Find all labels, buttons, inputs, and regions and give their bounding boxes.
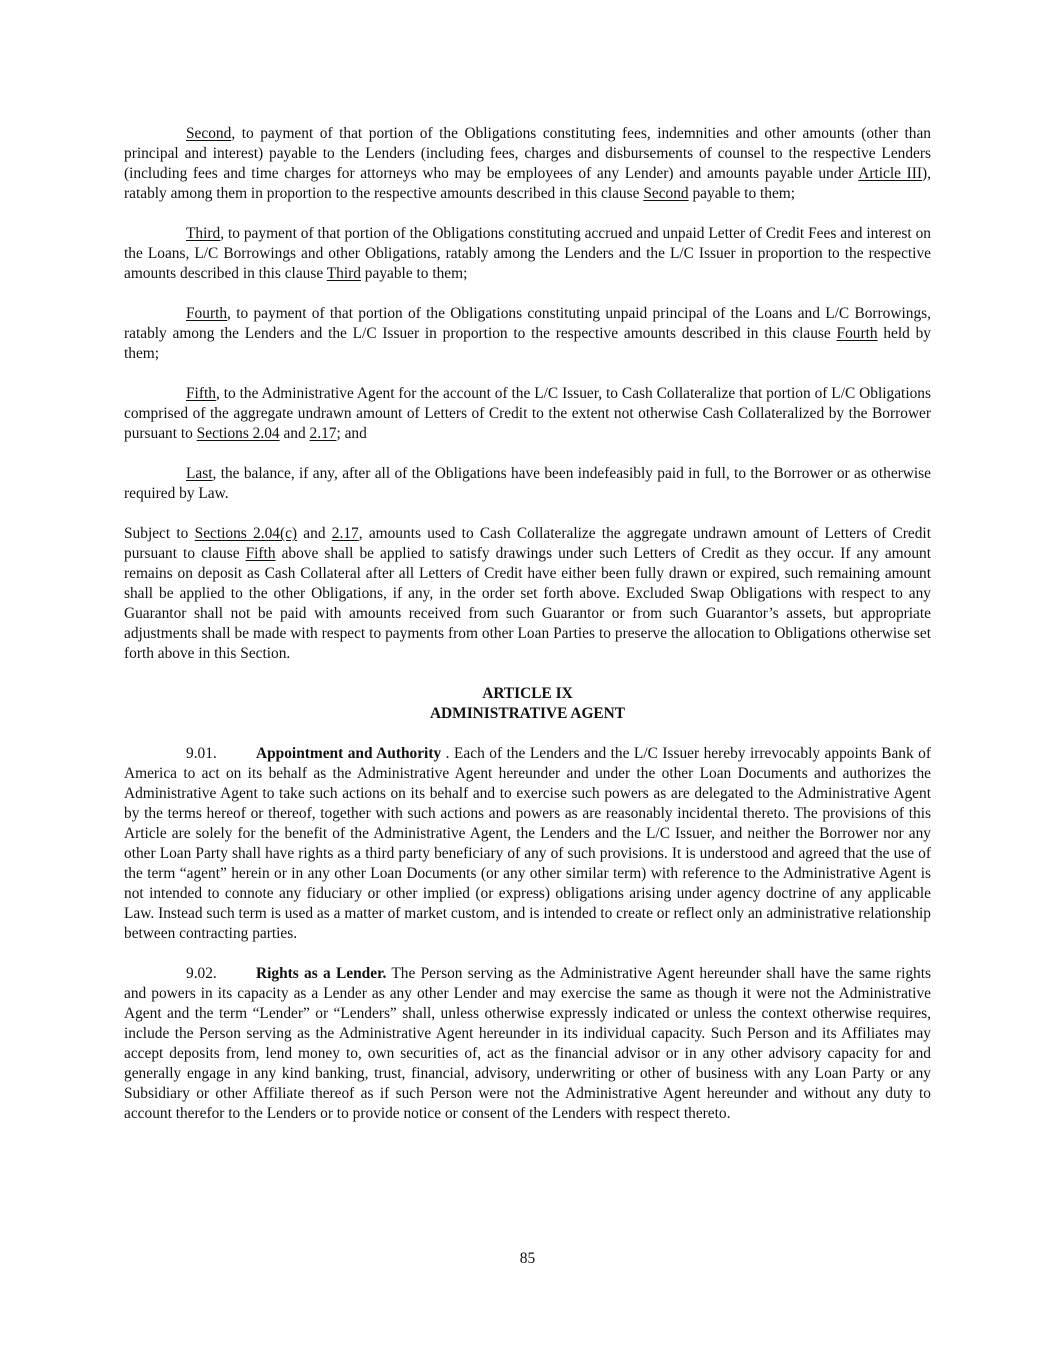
section-body: . Each of the Lenders and the L/C Issuer hereby irrevocably appoints Bank of America to act on its behalf as the Administrative Agent hereunder and under the other Loan Documents and authorizes the Administrative Agent to take such actions on its behalf and to exercise such powers as are delegated to the Administrative Agent by the terms hereof or thereof, together with such actions and powers as are reasonably incidental thereto. The provisions of this Article are solely for the benefit of the Administrative Agent, the Lenders and the L/C Issuer, and neither the Borrower nor any other Loan Party shall have rights as a third party beneficiary of any of such provisions. It is understood and agreed that the use of the term “agent” herein or in any other Loan Documents (or any other similar term) with reference to the Administrative Agent is not intended to connote any fiduciary or other implied (or express) obligations arising under agency doctrine of any applicable Law. Instead such term is used as a matter of market custom, and is intended to create or reflect only an administrative relationship between contracting parties.	[124, 745, 931, 942]
section-number: 9.01.	[186, 745, 217, 762]
cross-reference: Sections 2.04(c)	[194, 525, 298, 542]
section-9-02	[124, 964, 931, 1124]
clause-term: Fourth	[186, 305, 228, 322]
article-heading	[124, 684, 931, 724]
article-title: ADMINISTRATIVE AGENT	[429, 705, 626, 722]
article-number: ARTICLE IX	[482, 685, 573, 702]
cross-reference: Sections 2.04	[196, 425, 280, 442]
document-body	[124, 124, 931, 1144]
cross-reference: Article III	[858, 165, 923, 182]
clause-term: Last	[186, 465, 213, 482]
clause-last: Last, the balance, if any, after all of the Obligations have been indefeasibly paid in full, to the Borrower or as otherwise required by Law.	[124, 465, 931, 502]
section-9-01	[124, 744, 931, 944]
cross-reference: 2.17	[309, 425, 337, 442]
cross-reference: Third	[326, 265, 361, 282]
section-number: 9.02.	[186, 965, 217, 982]
clause-term: Fifth	[186, 385, 216, 402]
clause-term: Second	[186, 125, 232, 142]
subject-paragraph: Subject to Sections 2.04(c) and 2.17, amounts used to Cash Collateralize the aggregate undrawn amount of Letters of Credit pursuant to clause Fifth above shall be applied to satisfy drawings under such Letters of Credit as they occur. If any amount remains on deposit as Cash Collateral after all Letters of Credit have either been fully drawn or expired, such remaining amount shall be applied to the other Obligations, if any, in the order set forth above. Excluded Swap Obligations with respect to any Guarantor shall not be paid with amounts received from such Guarantor or from such Guarantor’s assets, but appropriate adjustments shall be made with respect to payments from other Loan Parties to preserve the allocation to Obligations otherwise set forth above in this Section.	[124, 525, 931, 662]
cross-reference: Second	[643, 185, 689, 202]
page-number: 85	[519, 1250, 536, 1267]
clause-fourth: Fourth, to payment of that portion of the Obligations constituting unpaid principal of the Loans and L/C Borrowings, ratably among the Lenders and the L/C Issuer in proportion to the respective amounts described in this clause Fourth held by them;	[124, 305, 931, 362]
clause-third: Third, to payment of that portion of the Obligations constituting accrued and unpaid Letter of Credit Fees and interest on the Loans, L/C Borrowings and other Obligations, ratably among the Lenders and the L/C Issuer in proportion to the respective amounts described in this clause Third payable to them;	[124, 225, 931, 282]
clause-fifth: Fifth, to the Administrative Agent for the account of the L/C Issuer, to Cash Collateralize that portion of L/C Obligations comprised of the aggregate undrawn amount of Letters of Credit to the extent not otherwise Cash Collateralized by the Borrower pursuant to Sections 2.04 and 2.17; and	[124, 385, 931, 442]
cross-reference: Fourth	[836, 325, 878, 342]
section-body: The Person serving as the Administrative Agent hereunder shall have the same rights and powers in its capacity as a Lender as any other Lender and may exercise the same as though it were not the Administrative Agent and the term “Lender” or “Lenders” shall, unless otherwise expressly indicated or unless the context otherwise requires, include the Person serving as the Administrative Agent hereunder in its individual capacity. Such Person and its Affiliates may accept deposits from, lend money to, own securities of, act as the financial advisor or in any other advisory capacity for and generally engage in any kind banking, trust, financial, advisory, underwriting or other of business with any Loan Party or any Subsidiary or other Affiliate thereof as if such Person were not the Administrative Agent hereunder and without any duty to account therefor to the Lenders or to provide notice or consent of the Lenders with respect thereto.	[124, 965, 931, 1122]
section-title: Appointment and Authority	[256, 745, 442, 762]
clause-term: Third	[186, 225, 221, 242]
section-title: Rights as a Lender.	[256, 965, 387, 982]
cross-reference: Fifth	[245, 545, 276, 562]
clause-second: Second, to payment of that portion of the Obligations constituting fees, indemnities and other amounts (other than principal and interest) payable to the Lenders (including fees, charges and disbursements of counsel to the respective Lenders (including fees and time charges for attorneys who may be employees of any Lender) and amounts payable under Article III), ratably among them in proportion to the respective amounts described in this clause Second payable to them;	[124, 125, 931, 202]
cross-reference: 2.17	[331, 525, 359, 542]
